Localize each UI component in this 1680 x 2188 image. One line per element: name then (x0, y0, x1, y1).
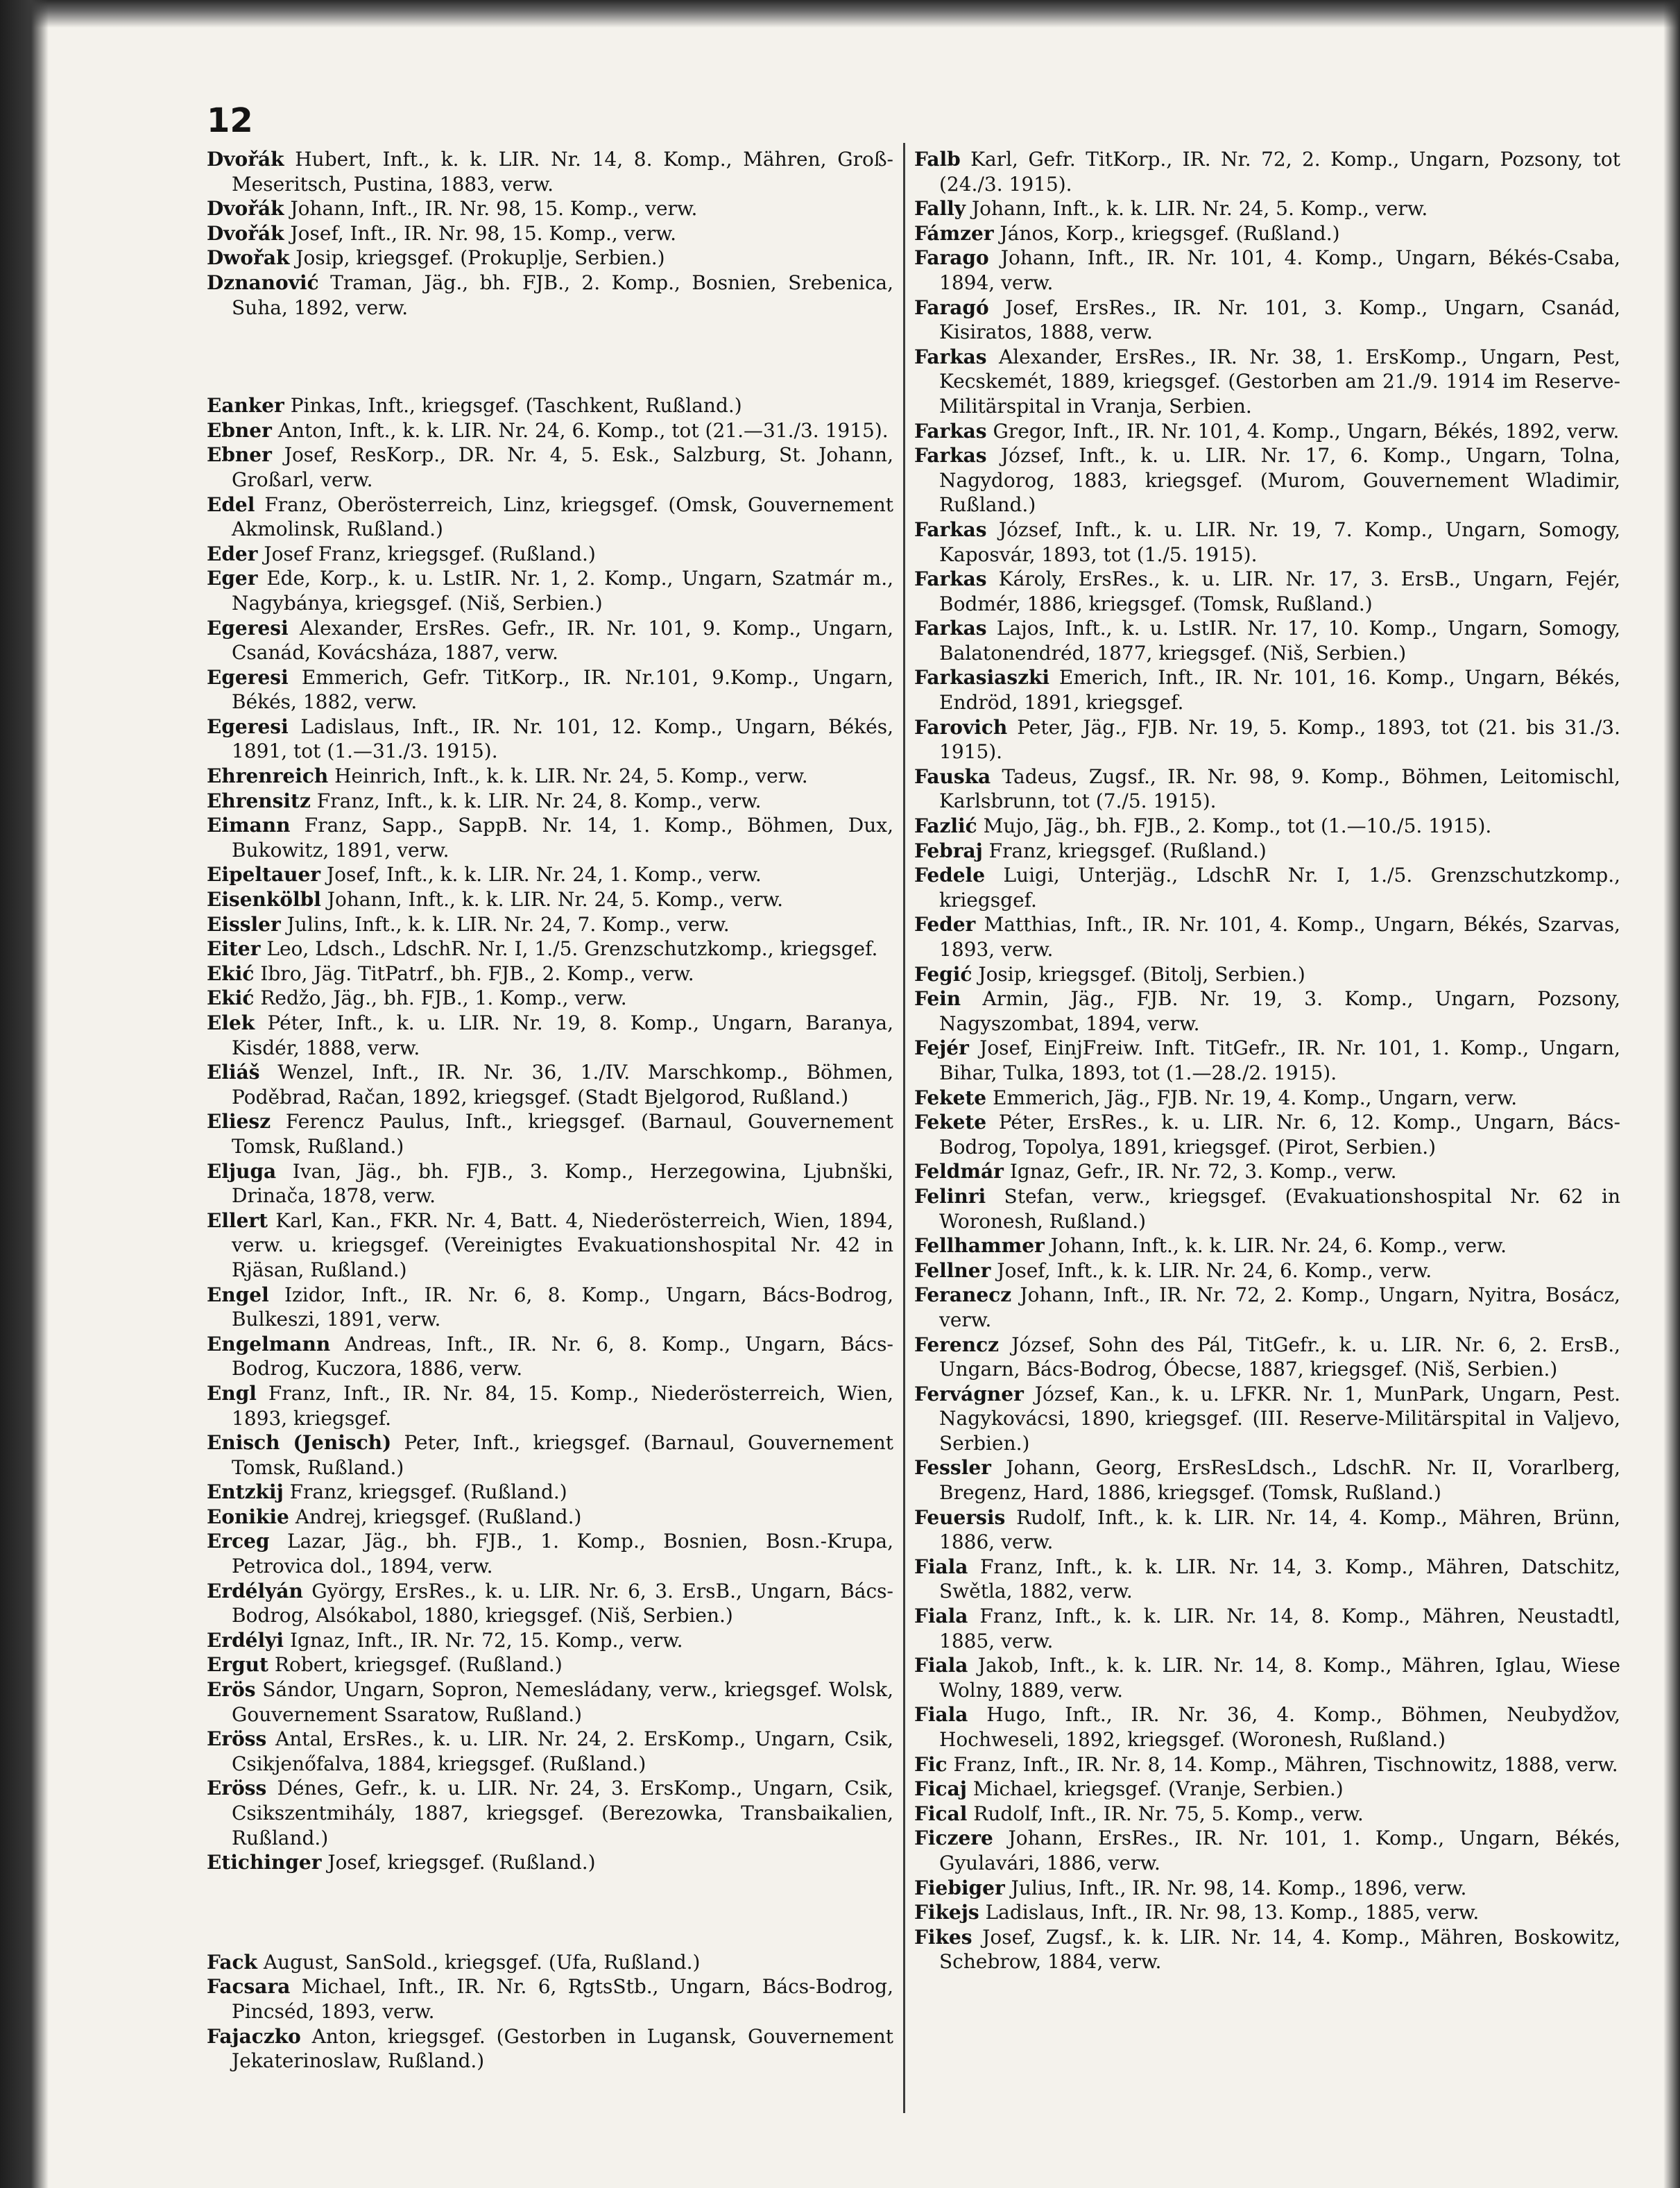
casualty-entry (207, 443, 893, 492)
casualty-entry (914, 1036, 1620, 1085)
entry-surname: Ficaj (914, 1777, 967, 1801)
entry-details: Emmerich, Gefr. TitKorp., IR. Nr.101, 9.Komp., Ungarn, Békés, 1882, verw. (232, 665, 894, 714)
casualty-entry (207, 1950, 893, 1975)
casualty-entry (207, 1579, 893, 1628)
entry-details: Heinrich, Inft., k. k. LIR. Nr. 24, 5. Komp., verw. (334, 764, 808, 788)
entry-details: Emerich, Inft., IR. Nr. 101, 16. Komp., Ungarn, Békés, Endröd, 1891, kriegsgef. (939, 666, 1621, 715)
entry-details: Wenzel, Inft., IR. Nr. 36, 1./IV. Marschkomp., Böhmen, Poděbrad, Račan, 1892, kriegsgef. (Stadt Bjelgorod, Rußland.) (232, 1061, 893, 1109)
casualty-entry (914, 1086, 1620, 1111)
entry-details: Izidor, Inft., IR. Nr. 6, 8. Komp., Ungarn, Bács-Bodrog, Bulkeszi, 1891, verw. (232, 1283, 893, 1331)
casualty-entry (914, 147, 1620, 196)
entry-details: Johann, Georg, ErsResLdsch., LdschR. Nr. II, Vorarlberg, Bregenz, Hard, 1886, kriegsgef. (Tomsk, Rußland.) (939, 1456, 1621, 1505)
entry-surname: Eipeltauer (207, 863, 321, 887)
entry-details: Antal, ErsRes., k. u. LIR. Nr. 24, 2. ErsKomp., Ungarn, Csik, Csikjenőfalva, 1884, kriegsgef. (Rußland.) (232, 1727, 893, 1775)
entry-details: Hugo, Inft., IR. Nr. 36, 4. Komp., Böhmen, Neubydžov, Hochweseli, 1892, kriegsgef. (Woronesh, Rußland.) (939, 1703, 1621, 1751)
entry-details: Johann, Inft., k. k. LIR. Nr. 24, 6. Komp., verw. (1050, 1234, 1507, 1258)
scan-edge-right (1663, 0, 1680, 2188)
casualty-entry (207, 1430, 893, 1480)
entry-surname: Ekić (207, 986, 255, 1010)
casualty-entry (914, 1233, 1620, 1258)
casualty-entry (207, 542, 893, 567)
casualty-entry (914, 1382, 1620, 1456)
entry-surname: Farkasiaszki (914, 666, 1050, 690)
entry-surname: Dvořák (207, 221, 284, 245)
entry-surname: Erdélyi (207, 1628, 284, 1652)
entry-details: Redžo, Jäg., bh. FJB., 1. Komp., verw. (260, 986, 627, 1010)
column-divider (903, 143, 905, 2113)
entry-details: Franz, Oberösterreich, Linz, kriegsgef. (Omsk, Gouvernement Akmolinsk, Rußland.) (232, 493, 894, 541)
entry-surname: Farkas (914, 419, 987, 443)
casualty-entry (914, 1653, 1620, 1702)
entry-surname: Fajaczko (207, 2024, 301, 2048)
entry-details: Franz, kriegsgef. (Rußland.) (988, 839, 1267, 862)
entry-details: Péter, Inft., k. u. LIR. Nr. 19, 8. Komp., Ungarn, Baranya, Kisdér, 1888, verw. (232, 1011, 893, 1059)
entry-details: József, Inft., k. u. LIR. Nr. 17, 6. Komp., Ungarn, Tolna, Nagydorog, 1883, kriegsgef. (Murom, Gouvernement Wladimir, Rußland.) (939, 444, 1621, 517)
casualty-entry (914, 1604, 1620, 1653)
entry-surname: Engel (207, 1283, 269, 1306)
entry-details: Rudolf, Inft., IR. Nr. 75, 5. Komp., verw. (973, 1802, 1364, 1825)
entry-details: Ladislaus, Inft., IR. Nr. 101, 12. Komp., Ungarn, Békés, 1891, tot (1.—31./3. 1915). (232, 715, 893, 763)
casualty-entry (207, 147, 893, 196)
scan-edge-top (0, 0, 1680, 28)
entry-details: Josef, Inft., k. k. LIR. Nr. 24, 1. Komp., verw. (326, 863, 762, 887)
entry-details: Ignaz, Gefr., IR. Nr. 72, 3. Komp., verw. (1009, 1160, 1397, 1183)
casualty-entry (914, 1802, 1620, 1827)
entry-surname: Fiala (914, 1703, 968, 1727)
entry-surname: Feranecz (914, 1283, 1012, 1307)
casualty-entry (914, 1455, 1620, 1505)
casualty-entry (914, 1505, 1620, 1555)
casualty-entry (207, 616, 893, 665)
entry-surname: Fauska (914, 764, 991, 788)
entry-surname: Ekić (207, 961, 255, 985)
entry-details: Franz, Inft., IR. Nr. 8, 14. Komp., Mähren, Tischnowitz, 1888, verw. (953, 1752, 1618, 1776)
entry-details: Gregor, Inft., IR. Nr. 101, 4. Komp., Ungarn, Békés, 1892, verw. (993, 419, 1620, 443)
entry-details: Matthias, Inft., IR. Nr. 101, 4. Komp., Ungarn, Békés, Szarvas, 1893, verw. (939, 913, 1620, 961)
entry-details: Lazar, Jäg., bh. FJB., 1. Komp., Bosnien, Bosn.-Krupa, Petrovica dol., 1894, verw. (232, 1530, 893, 1578)
casualty-entry (914, 196, 1620, 221)
entry-surname: Eissler (207, 912, 281, 936)
casualty-entry (207, 1208, 893, 1283)
entry-surname: Fedele (914, 864, 986, 887)
entry-details: Josef, ErsRes., IR. Nr. 101, 3. Komp., Ungarn, Csanád, Kisiratos, 1888, verw. (939, 296, 1620, 344)
entry-surname: Felinri (914, 1184, 986, 1208)
casualty-entry (914, 814, 1620, 839)
casualty-entry (207, 1332, 893, 1381)
entry-surname: Engl (207, 1381, 257, 1405)
entry-surname: Fekete (914, 1086, 987, 1109)
casualty-entry (914, 1333, 1620, 1382)
casualty-entry (914, 616, 1620, 665)
entry-details: József, Sohn des Pál, TitGefr., k. u. LIR. Nr. 6, 2. ErsB., Ungarn, Bács-Bodrog, Óbecse, 1887, kriegsgef. (Niš, Serbien.) (939, 1333, 1620, 1381)
entry-details: Anton, kriegsgef. (Gestorben in Lugansk, Gouvernement Jekaterinoslaw, Rußland.) (232, 2024, 893, 2073)
entry-surname: Edel (207, 493, 255, 516)
entry-surname: Egeresi (207, 616, 289, 640)
entry-details: Josef, Inft., IR. Nr. 98, 15. Komp., verw. (290, 221, 676, 245)
entry-details: Leo, Ldsch., LdschR. Nr. I, 1./5. Grenzschutzkomp., kriegsgef. (266, 937, 878, 961)
casualty-entry (914, 986, 1620, 1036)
entry-details: Johann, Inft., k. k. LIR. Nr. 24, 5. Komp., verw. (327, 888, 784, 912)
entry-details: Lajos, Inft., k. u. LstIR. Nr. 17, 10. Komp., Ungarn, Somogy, Balatonendréd, 1877, kriegsgef. (Niš, Serbien.) (939, 617, 1621, 665)
casualty-entry (914, 1184, 1620, 1233)
entry-details: Julius, Inft., IR. Nr. 98, 14. Komp., 1896, verw. (1011, 1876, 1467, 1899)
entry-surname: Eiter (207, 937, 261, 961)
entry-surname: Feuersis (914, 1505, 1006, 1529)
entry-details: Károly, ErsRes., k. u. LIR. Nr. 17, 3. ErsB., Ungarn, Fejér, Bodmér, 1886, kriegsgef. (Tomsk, Rußland.) (939, 567, 1620, 615)
casualty-entry (914, 246, 1620, 295)
entry-surname: Eljuga (207, 1159, 277, 1183)
casualty-entry (207, 418, 893, 443)
entry-surname: Fazlić (914, 814, 977, 838)
entry-surname: Ficzere (914, 1827, 993, 1850)
entry-details: Franz, Inft., k. k. LIR. Nr. 24, 8. Komp., verw. (316, 789, 762, 812)
casualty-entry (914, 863, 1620, 912)
entry-details: Johann, Inft., IR. Nr. 98, 15. Komp., verw. (290, 197, 698, 221)
entry-details: Stefan, verw., kriegsgef. (Evakuationshospital Nr. 62 in Woronesh, Rußland.) (939, 1184, 1620, 1233)
entry-details: Péter, ErsRes., k. u. LIR. Nr. 6, 12. Komp., Ungarn, Bács-Bodrog, Topolya, 1891, kriegsgef. (Pirot, Serbien.) (939, 1111, 1620, 1159)
casualty-entry (914, 443, 1620, 518)
entry-details: Josef, kriegsgef. (Rußland.) (327, 1851, 596, 1874)
casualty-entry (207, 246, 893, 271)
entry-surname: Entzkij (207, 1480, 284, 1504)
entry-surname: Eonikie (207, 1505, 289, 1528)
entry-surname: Eröss (207, 1727, 267, 1751)
casualty-entry (207, 789, 893, 814)
entry-surname: Egeresi (207, 665, 289, 689)
casualty-entry (207, 1505, 893, 1530)
entry-surname: Fiala (914, 1654, 968, 1677)
entry-surname: Farkas (914, 617, 987, 640)
casualty-entry (207, 566, 893, 615)
casualty-entry (914, 419, 1620, 444)
entry-surname: Eder (207, 542, 258, 565)
entry-details: Ferencz Paulus, Inft., kriegsgef. (Barnaul, Gouvernement Tomsk, Rußland.) (232, 1110, 893, 1158)
right-column (914, 147, 1620, 1974)
entry-details: Franz, Inft., k. k. LIR. Nr. 14, 3. Komp., Mähren, Datschitz, Swětla, 1882, verw. (939, 1555, 1620, 1603)
entry-details: Peter, Inft., kriegsgef. (Barnaul, Gouvernement Tomsk, Rußland.) (232, 1431, 893, 1479)
entry-surname: Erceg (207, 1530, 270, 1553)
casualty-entry (207, 1159, 893, 1208)
casualty-entry (207, 1529, 893, 1578)
casualty-entry (207, 2024, 893, 2074)
entry-surname: Dvořák (207, 148, 284, 171)
casualty-entry (914, 839, 1620, 864)
entry-surname: Febraj (914, 839, 983, 862)
entry-surname: Dwořak (207, 246, 290, 270)
casualty-entry (914, 518, 1620, 567)
casualty-entry (207, 1974, 893, 2024)
entry-details: Luigi, Unterjäg., LdschR Nr. I, 1./5. Grenzschutzkomp., kriegsgef. (939, 864, 1620, 912)
entry-surname: Ellert (207, 1208, 268, 1232)
entry-details: Michael, Inft., IR. Nr. 6, RgtsStb., Ungarn, Bács-Bodrog, Pincséd, 1893, verw. (232, 1975, 894, 2023)
casualty-entry (207, 1628, 893, 1653)
entry-details: Josip, kriegsgef. (Bitolj, Serbien.) (978, 962, 1305, 986)
entry-details: Armin, Jäg., FJB. Nr. 19, 3. Komp., Ungarn, Pozsony, Nagyszombat, 1894, verw. (939, 987, 1620, 1035)
entry-surname: Etichinger (207, 1851, 322, 1874)
casualty-entry (207, 665, 893, 715)
casualty-entry (207, 1283, 893, 1332)
entry-surname: Fic (914, 1752, 948, 1776)
entry-surname: Facsara (207, 1975, 291, 1999)
casualty-entry (914, 1752, 1620, 1777)
entry-surname: Fiala (914, 1605, 968, 1628)
entry-details: Johann, Inft., IR. Nr. 101, 4. Komp., Ungarn, Békés-Csaba, 1894, verw. (939, 246, 1621, 294)
casualty-entry (914, 912, 1620, 961)
entry-surname: Eger (207, 567, 258, 590)
entry-surname: Farago (914, 246, 989, 270)
entry-details: Peter, Jäg., FJB. Nr. 19, 5. Komp., 1893, tot (21. bis 31./3. 1915). (939, 715, 1621, 764)
casualty-entry (914, 1110, 1620, 1159)
entry-details: Ignaz, Inft., IR. Nr. 72, 15. Komp., verw. (289, 1628, 683, 1652)
entry-surname: Fellner (914, 1258, 991, 1282)
casualty-entry (207, 1677, 893, 1727)
casualty-entry (207, 887, 893, 912)
casualty-entry (914, 1777, 1620, 1802)
entry-surname: Eliáš (207, 1061, 260, 1084)
entry-details: Alexander, ErsRes., IR. Nr. 38, 1. ErsKomp., Ungarn, Pest, Kecskemét, 1889, kriegsgef. (Gestorben am 21./9. 1914 im Reserve-Militärspital in Vranja, Serbien. (939, 345, 1620, 418)
entry-surname: Dvořák (207, 197, 284, 221)
casualty-entry (914, 1555, 1620, 1604)
entry-details: Rudolf, Inft., k. k. LIR. Nr. 14, 4. Komp., Mähren, Brünn, 1886, verw. (939, 1505, 1620, 1554)
casualty-entry (207, 986, 893, 1011)
entry-details: Franz, Inft., k. k. LIR. Nr. 14, 8. Komp., Mähren, Neustadtl, 1885, verw. (939, 1605, 1621, 1652)
casualty-entry (914, 1258, 1620, 1283)
casualty-entry (207, 1060, 893, 1109)
entry-details: Franz, Inft., IR. Nr. 84, 15. Komp., Niederösterreich, Wien, 1893, kriegsgef. (232, 1381, 893, 1430)
entry-surname: Farkas (914, 345, 987, 368)
entry-surname: Ehrensitz (207, 789, 311, 812)
casualty-entry (207, 813, 893, 862)
entry-surname: Elek (207, 1011, 255, 1034)
casualty-entry (914, 221, 1620, 246)
entry-surname: Ebner (207, 443, 272, 467)
casualty-entry (207, 1480, 893, 1505)
casualty-entry (207, 1109, 893, 1159)
casualty-entry (207, 912, 893, 937)
entry-surname: Fiebiger (914, 1876, 1005, 1899)
entry-details: Ivan, Jäg., bh. FJB., 3. Komp., Herzegowina, Ljubnški, Drinača, 1878, verw. (232, 1159, 893, 1208)
entry-surname: Engelmann (207, 1332, 331, 1356)
casualty-entry (914, 715, 1620, 764)
entry-details: Johann, Inft., IR. Nr. 72, 2. Komp., Ungarn, Nyitra, Bosácz, verw. (939, 1283, 1620, 1331)
casualty-entry (207, 764, 893, 789)
entry-details: Josef, ResKorp., DR. Nr. 4, 5. Esk., Salzburg, St. Johann, Großarl, verw. (232, 443, 893, 491)
entry-details: Ede, Korp., k. u. LstIR. Nr. 1, 2. Komp., Ungarn, Szatmár m., Nagybánya, kriegsgef. (Niš, Serbien.) (232, 567, 893, 615)
entry-details: Franz, kriegsgef. (Rußland.) (289, 1480, 567, 1504)
entry-surname: Falb (914, 148, 961, 171)
entry-surname: Ehrenreich (207, 764, 329, 788)
entry-details: János, Korp., kriegsgef. (Rußland.) (1000, 221, 1340, 245)
entry-details: Andrej, kriegsgef. (Rußland.) (295, 1505, 582, 1528)
entry-details: Karl, Gefr. TitKorp., IR. Nr. 72, 2. Komp., Ungarn, Pozsony, tot (24./3. 1915). (939, 148, 1620, 196)
entry-surname: Fekete (914, 1111, 987, 1134)
entry-details: Michael, kriegsgef. (Vranje, Serbien.) (972, 1777, 1344, 1801)
entry-details: Josip, kriegsgef. (Prokuplje, Serbien.) (295, 246, 665, 270)
casualty-entry (207, 937, 893, 961)
entry-surname: Fiala (914, 1555, 968, 1578)
entry-details: József, Inft., k. u. LIR. Nr. 19, 7. Komp., Ungarn, Somogy, Kaposvár, 1893, tot (1./5. 1915). (939, 518, 1620, 566)
entry-details: Josef Franz, kriegsgef. (Rußland.) (264, 542, 596, 565)
casualty-entry (914, 665, 1620, 715)
section-gap (207, 1875, 893, 1950)
casualty-entry (207, 1381, 893, 1430)
entry-surname: Faragó (914, 296, 989, 319)
entry-details: Hubert, Inft., k. k. LIR. Nr. 14, 8. Komp., Mähren, Groß-Meseritsch, Pustina, 1883, verw. (232, 148, 893, 196)
entry-surname: Farovich (914, 715, 1008, 739)
casualty-entry (207, 961, 893, 986)
casualty-entry (914, 1159, 1620, 1184)
entry-surname: Fical (914, 1802, 968, 1825)
page-number: 12 (207, 101, 253, 140)
entry-details: Tadeus, Zugsf., IR. Nr. 98, 9. Komp., Böhmen, Leitomischl, Karlsbrunn, tot (7./5. 1915). (939, 764, 1620, 813)
entry-surname: Dznanović (207, 271, 319, 294)
entry-surname: Eröss (207, 1777, 267, 1800)
entry-details: György, ErsRes., k. u. LIR. Nr. 6, 3. ErsB., Ungarn, Bács-Bodrog, Alsókabol, 1880, kriegsgef. (Niš, Serbien.) (232, 1579, 893, 1627)
entry-surname: Fein (914, 987, 961, 1011)
entry-details: Traman, Jäg., bh. FJB., 2. Komp., Bosnien, Srebenica, Suha, 1892, verw. (232, 271, 894, 319)
casualty-entry (207, 1011, 893, 1060)
entry-surname: Eimann (207, 814, 291, 837)
entry-details: Sándor, Ungarn, Sopron, Nemesládany, verw., kriegsgef. Wolsk, Gouvernement Ssaratow, Rußland.) (232, 1678, 893, 1726)
entry-details: Josef, Inft., k. k. LIR. Nr. 24, 6. Komp., verw. (997, 1258, 1432, 1282)
entry-surname: Erös (207, 1678, 256, 1702)
entry-surname: Fack (207, 1950, 257, 1974)
entry-details: Julins, Inft., k. k. LIR. Nr. 24, 7. Komp., verw. (286, 912, 730, 936)
entry-details: Karl, Kan., FKR. Nr. 4, Batt. 4, Niederösterreich, Wien, 1894, verw. u. kriegsgef. (Vereinigtes Evakuationshospital Nr. 42 in Rjäsan, Rußland.) (232, 1208, 894, 1281)
entry-surname: Fellhammer (914, 1234, 1045, 1258)
casualty-entry (914, 1826, 1620, 1875)
entry-surname: Fámzer (914, 221, 994, 245)
casualty-entry (914, 345, 1620, 419)
entry-surname: Farkas (914, 567, 987, 591)
entry-surname: Farkas (914, 444, 987, 468)
casualty-entry (207, 271, 893, 320)
entry-surname: Ebner (207, 418, 272, 442)
casualty-entry (914, 1900, 1620, 1925)
entry-details: Ibro, Jäg. TitPatrf., bh. FJB., 2. Komp., verw. (260, 961, 694, 985)
casualty-entry (914, 764, 1620, 814)
entry-surname: Farkas (914, 518, 987, 541)
section-gap (207, 320, 893, 393)
casualty-entry (207, 862, 893, 887)
entry-details: Alexander, ErsRes. Gefr., IR. Nr. 101, 9. Komp., Ungarn, Csanád, Kovácsháza, 1887, verw. (232, 616, 894, 665)
casualty-entry (914, 1876, 1620, 1901)
entry-details: Josef, Zugsf., k. k. LIR. Nr. 14, 4. Komp., Mähren, Boskowitz, Schebrow, 1884, verw. (939, 1925, 1620, 1974)
entry-surname: Fegić (914, 962, 972, 986)
entry-surname: Fervágner (914, 1382, 1024, 1405)
entry-surname: Fikes (914, 1925, 972, 1949)
entry-details: Andreas, Inft., IR. Nr. 6, 8. Komp., Ungarn, Bács-Bodrog, Kuczora, 1886, verw. (232, 1332, 894, 1381)
entry-surname: Enisch (Jenisch) (207, 1431, 392, 1455)
casualty-entry (914, 1702, 1620, 1752)
casualty-entry (207, 1850, 893, 1875)
entry-details: Robert, kriegsgef. (Rußland.) (274, 1653, 563, 1677)
entry-details: József, Kan., k. u. LFKR. Nr. 1, MunPark, Ungarn, Pest. Nagykovácsi, 1890, kriegsgef. (III. Reserve-Militärspital in Valjevo, Serbien.) (939, 1382, 1620, 1455)
casualty-entry (914, 567, 1620, 616)
casualty-entry (914, 962, 1620, 987)
entry-details: Josef, EinjFreiw. Inft. TitGefr., IR. Nr. 101, 1. Komp., Ungarn, Bihar, Tulka, 1893, tot (1.—28./2. 1915). (939, 1036, 1620, 1084)
entry-surname: Ferencz (914, 1333, 1000, 1356)
entry-surname: Erdélyán (207, 1579, 303, 1602)
casualty-entry (207, 1727, 893, 1776)
casualty-entry (914, 1283, 1620, 1332)
entry-surname: Feder (914, 913, 976, 937)
casualty-entry (207, 196, 893, 221)
entry-surname: Fessler (914, 1456, 991, 1480)
entry-details: August, SanSold., kriegsgef. (Ufa, Rußland.) (263, 1950, 701, 1974)
entry-details: Johann, Inft., k. k. LIR. Nr. 24, 5. Komp., verw. (971, 197, 1428, 221)
casualty-entry (914, 1925, 1620, 1974)
casualty-entry (207, 1776, 893, 1850)
entry-surname: Fikejs (914, 1901, 979, 1924)
casualty-entry (207, 1652, 893, 1677)
left-column (207, 147, 893, 2074)
entry-surname: Feldmár (914, 1160, 1004, 1183)
entry-surname: Eisenkölbl (207, 888, 321, 912)
entry-details: Jakob, Inft., k. k. LIR. Nr. 14, 8. Komp., Mähren, Iglau, Wiese Wolny, 1889, verw. (939, 1654, 1620, 1702)
casualty-entry (207, 393, 893, 418)
entry-surname: Ergut (207, 1653, 268, 1677)
casualty-entry (207, 493, 893, 542)
entry-details: Emmerich, Jäg., FJB. Nr. 19, 4. Komp., Ungarn, verw. (993, 1086, 1518, 1109)
casualty-entry (207, 221, 893, 246)
entry-details: Dénes, Gefr., k. u. LIR. Nr. 24, 3. ErsKomp., Ungarn, Csik, Csikszentmihály, 1887, kriegsgef. (Berezowka, Transbaikalien, Rußland.) (232, 1777, 893, 1849)
scan-edge-left (0, 0, 49, 2188)
entry-surname: Eliesz (207, 1110, 271, 1134)
entry-details: Franz, Sapp., SappB. Nr. 14, 1. Komp., Böhmen, Dux, Bukowitz, 1891, verw. (232, 814, 893, 862)
entry-surname: Fally (914, 197, 966, 221)
entry-details: Johann, ErsRes., IR. Nr. 101, 1. Komp., Ungarn, Békés, Gyulavári, 1886, verw. (939, 1827, 1620, 1874)
entry-details: Pinkas, Inft., kriegsgef. (Taschkent, Rußland.) (290, 394, 742, 418)
casualty-entry (207, 715, 893, 764)
entry-details: Ladislaus, Inft., IR. Nr. 98, 13. Komp., 1885, verw. (985, 1901, 1480, 1924)
entry-details: Mujo, Jäg., bh. FJB., 2. Komp., tot (1.—10./5. 1915). (983, 814, 1492, 838)
casualty-entry (914, 296, 1620, 345)
entry-details: Anton, Inft., k. k. LIR. Nr. 24, 6. Komp., tot (21.—31./3. 1915). (277, 418, 889, 442)
entry-surname: Fejér (914, 1036, 969, 1060)
entry-surname: Eanker (207, 394, 284, 418)
entry-surname: Egeresi (207, 715, 289, 738)
